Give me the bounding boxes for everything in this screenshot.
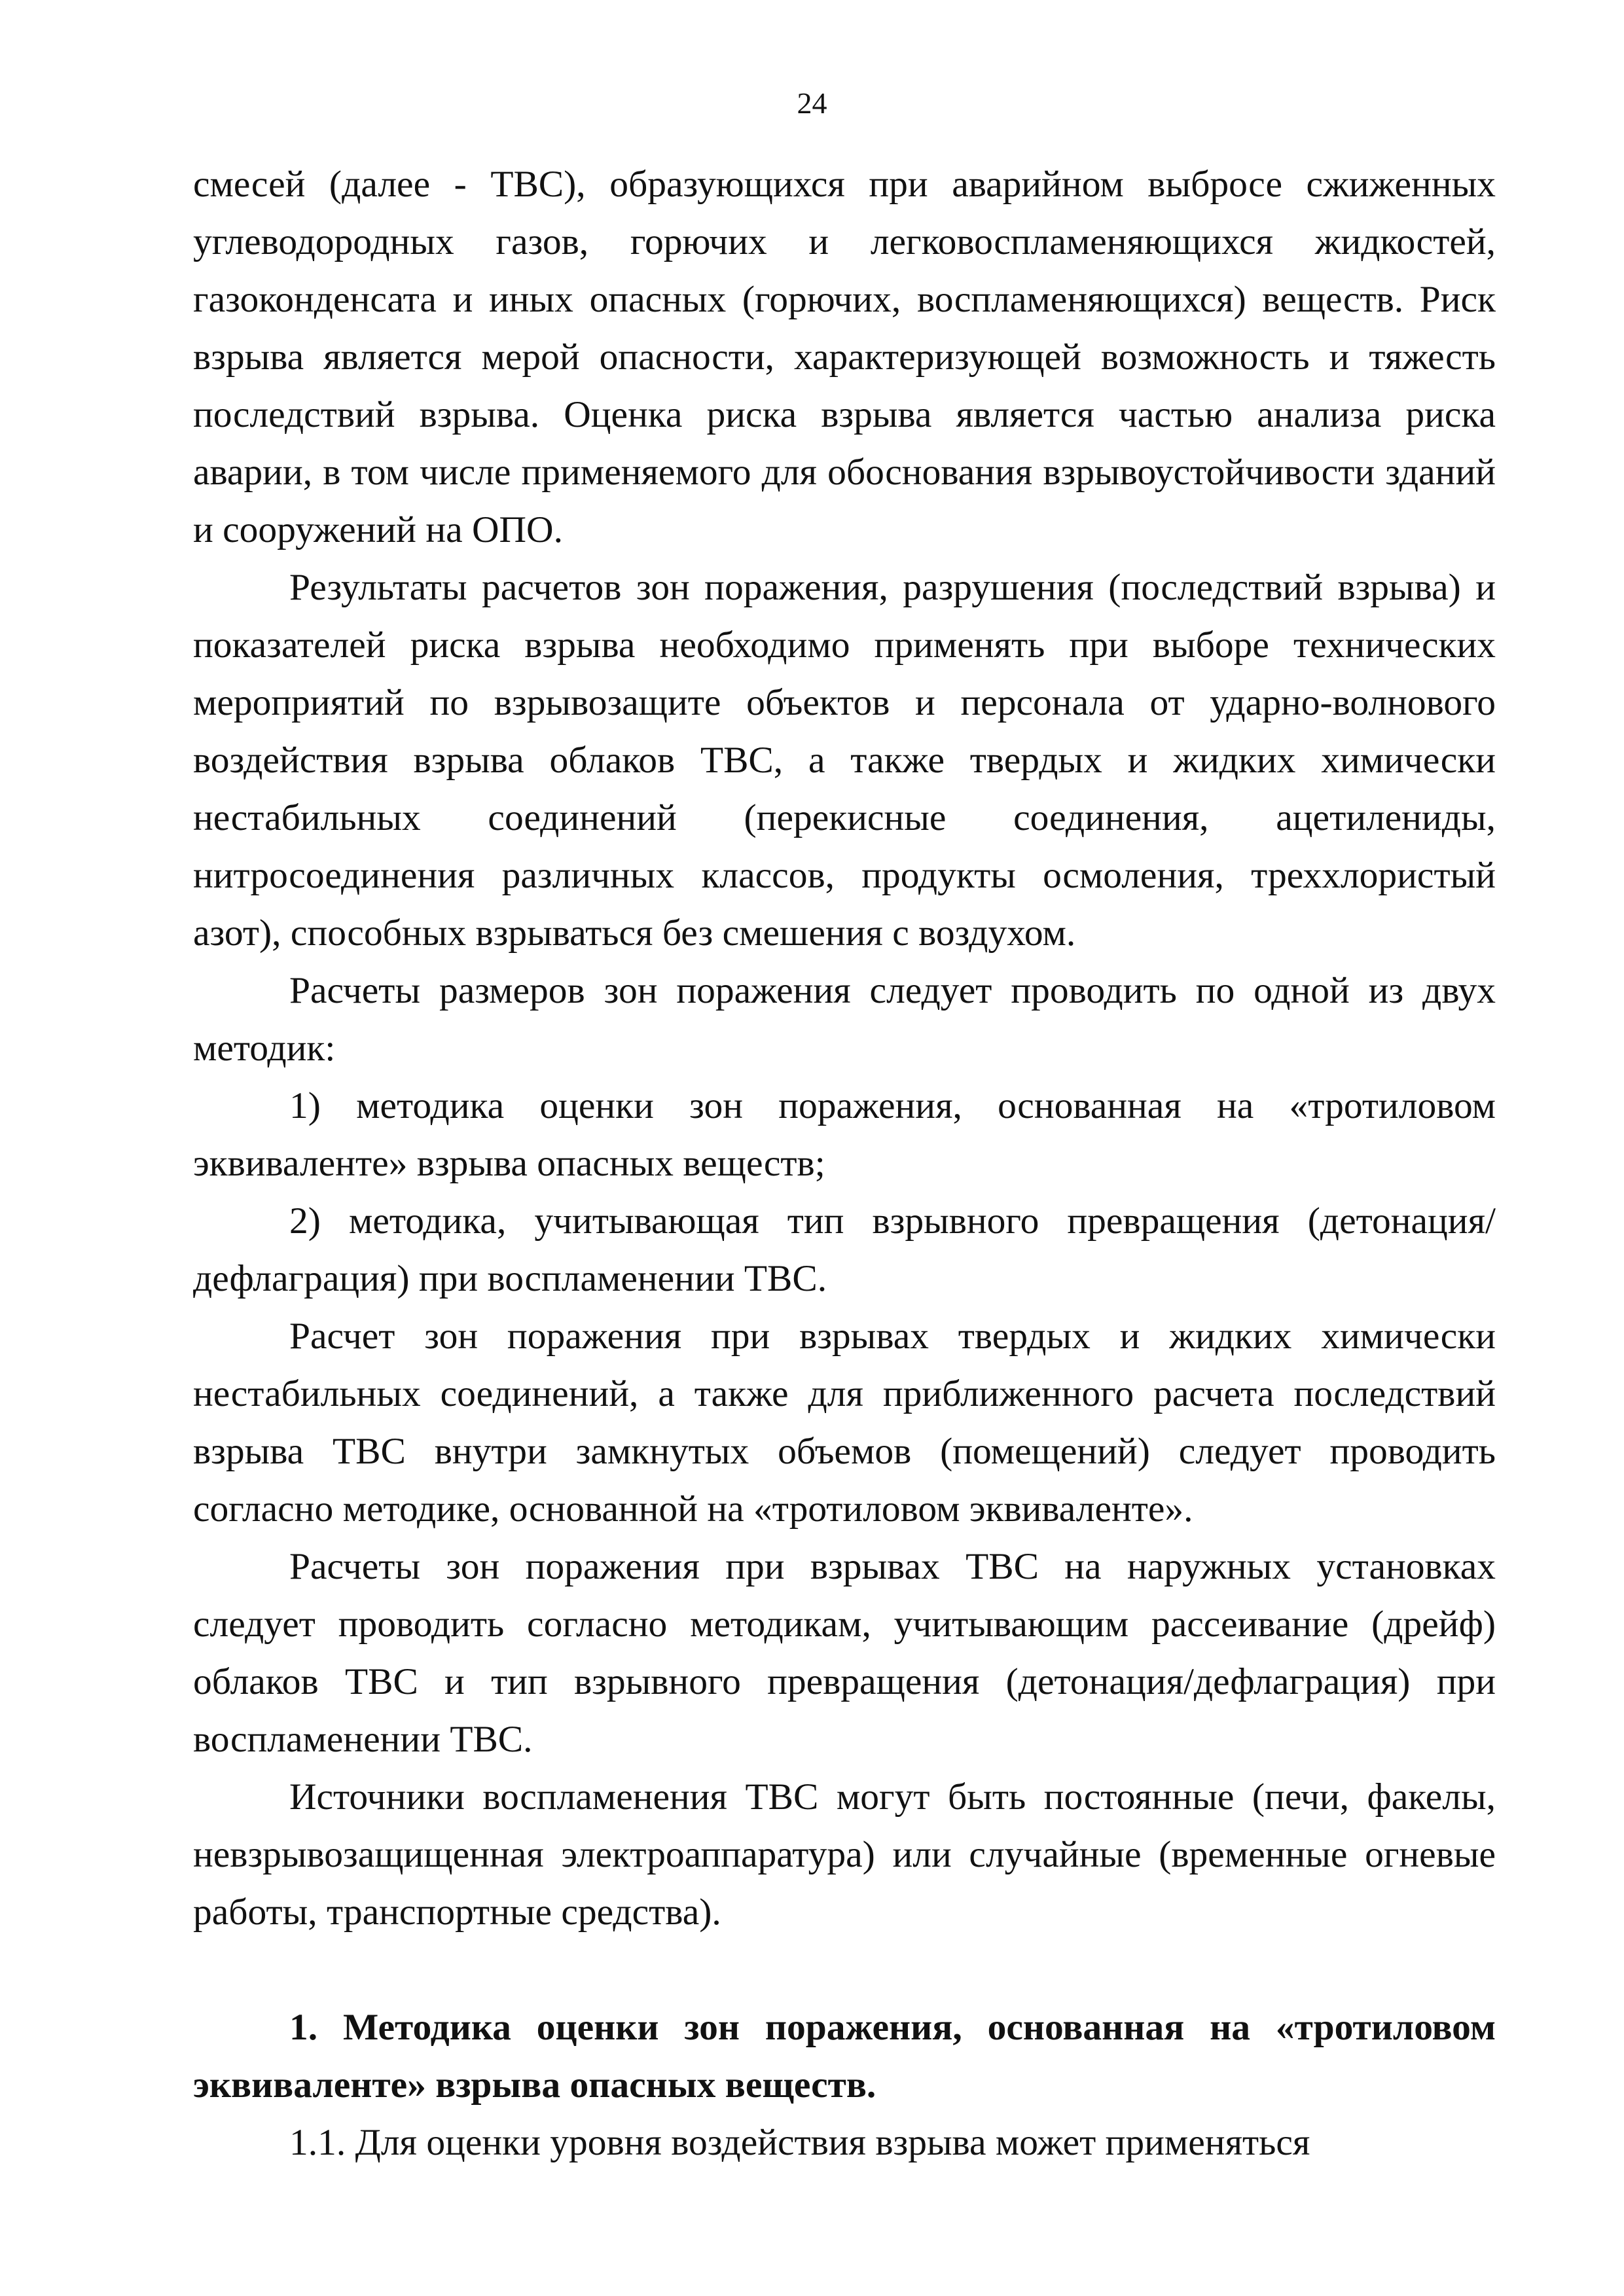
paragraph-1-1: 1.1. Для оценки уровня воздействия взрыва может применяться (289, 2122, 1310, 2163)
paragraph-results: Результаты расчетов зон поражения, разрушения (последствий взрыва) и показателей риска взрыва необходимо применять при выборе технических мероприятий по взрывозащите объектов и персонала от ударно-волнового воздействия взрыва облаков ТВС, а также твердых и жидких химически нестабильных соединений (перекисные соединения, ацетилениды, нитросоединения различных классов, продукты осмоления, треххлористый азот), способных взрываться без смешения с воздухом. (193, 567, 1496, 954)
section-heading: 1. Методика оценки зон поражения, основанная на «тротиловом эквиваленте» взрыва опасных веществ. (193, 2007, 1496, 2106)
list-item-method-2: 2) методика, учитывающая тип взрывного превращения (детонация/дефлаграция) при воспламенении ТВС. (193, 1200, 1496, 1299)
list-item-method-1: 1) методика оценки зон поражения, основанная на «тротиловом эквиваленте» взрыва опасных веществ; (193, 1085, 1496, 1184)
paragraph-continuation: смесей (далее - ТВС), образующихся при аварийном выбросе сжиженных углеводородных газов, горючих и легковоспламеняющихся жидкостей, газоконденсата и иных опасных (горючих, воспламеняющихся) веществ. Риск взрыва является мерой опасности, характеризующей возможность и тяжесть последствий взрыва. Оценка риска взрыва является частью анализа риска аварии, в том числе применяемого для обоснования взрывоустойчивости зданий и сооружений на ОПО. (193, 164, 1496, 550)
page-number: 24 (797, 86, 827, 120)
paragraph-methods-intro: Расчеты размеров зон поражения следует проводить по одной из двух методик: (193, 970, 1496, 1069)
paragraph-outdoor-installations: Расчеты зон поражения при взрывах ТВС на наружных установках следует проводить согласно методикам, учитывающим рассеивание (дрейф) облаков ТВС и тип взрывного превращения (детонация/дефлаграция) при воспламенении ТВС. (193, 1546, 1496, 1760)
paragraph-unstable-compounds: Расчет зон поражения при взрывах твердых и жидких химически нестабильных соединений, а также для приближенного расчета последствий взрыва ТВС внутри замкнутых объемов (помещений) следует проводить согласно методике, основанной на «тротиловом эквиваленте». (193, 1316, 1496, 1530)
document-body (193, 156, 1496, 2172)
paragraph-ignition-sources: Источники воспламенения ТВС могут быть постоянные (печи, факелы, невзрывозащищенная электроаппаратура) или случайные (временные огневые работы, транспортные средства). (193, 1776, 1496, 1933)
